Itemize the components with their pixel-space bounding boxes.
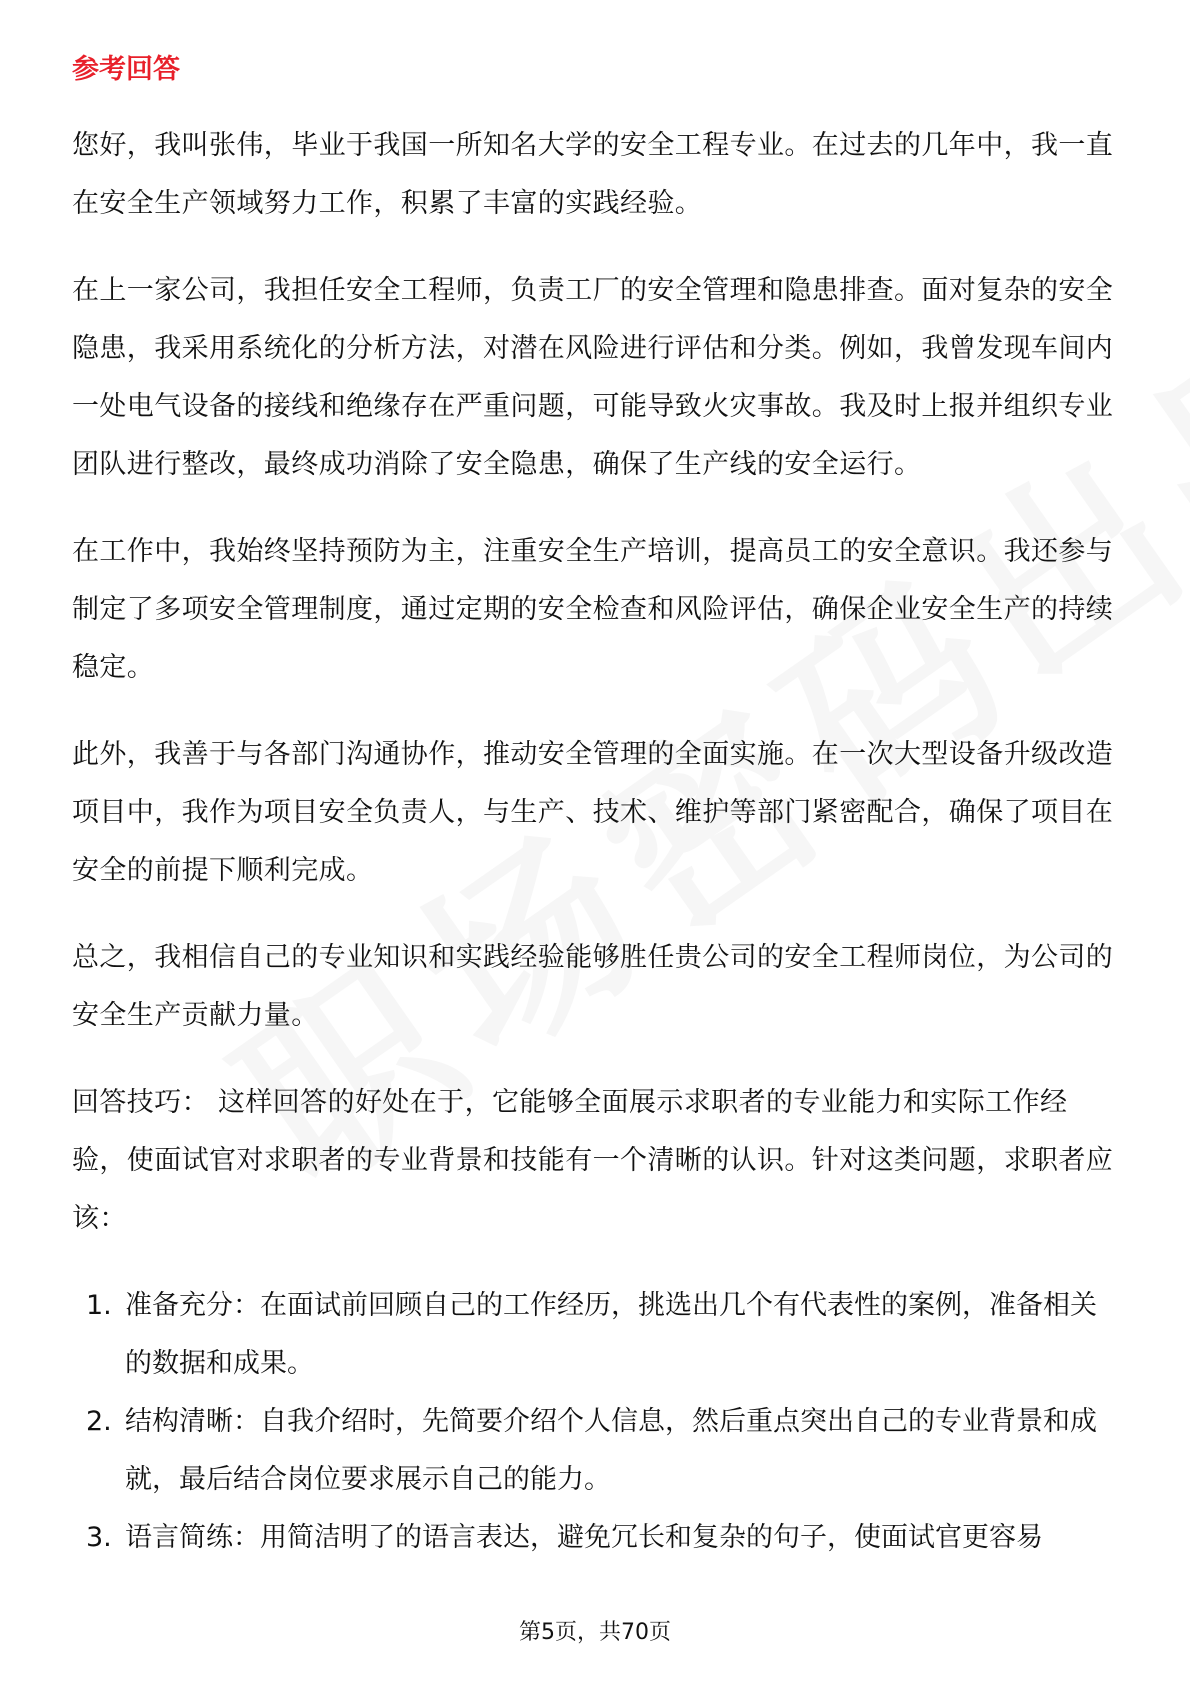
list-item-text: 结构清晰：自我介绍时，先简要介绍个人信息，然后重点突出自己的专业背景和成就，最后结合岗位要求展示自己的能力。 — [125, 1406, 1097, 1495]
paragraph-intro: 您好，我叫张伟，毕业于我国一所知名大学的安全工程专业。在过去的几年中，我一直在安全生产领域努力工作，积累了丰富的实践经验。 — [72, 130, 1114, 219]
list-item-number: 2. — [86, 1406, 112, 1437]
list-item-text: 准备充分：在面试前回顾自己的工作经历，挑选出几个有代表性的案例，准备相关的数据和成果。 — [125, 1290, 1097, 1379]
list-item — [72, 1393, 1122, 1509]
answer-body — [72, 117, 1122, 1567]
list-item — [72, 1277, 1122, 1393]
paragraph-collaboration: 此外，我善于与各部门沟通协作，推动安全管理的全面实施。在一次大型设备升级改造项目中，我作为项目安全负责人，与生产、技术、维护等部门紧密配合，确保了项目在安全的前提下顺利完成。 — [72, 739, 1114, 886]
list-item-text: 语言简练：用简洁明了的语言表达，避免冗长和复杂的句子，使面试官更容易 — [125, 1522, 1043, 1553]
paragraph-previous-job: 在上一家公司，我担任安全工程师，负责工厂的安全管理和隐患排查。面对复杂的安全隐患，我采用系统化的分析方法，对潜在风险进行评估和分类。例如，我曾发现车间内一处电气设备的接线和绝缘存在严重问题，可能导致火灾事故。我及时上报并组织专业团队进行整改，最终成功消除了安全隐患，确保了生产线的安全运行。 — [72, 275, 1114, 480]
list-item-number: 3. — [86, 1522, 112, 1553]
paragraph-answer-tips: 回答技巧： 这样回答的好处在于，它能够全面展示求职者的专业能力和实际工作经验，使面试官对求职者的专业背景和技能有一个清晰的认识。针对这类问题，求职者应该： — [72, 1087, 1114, 1234]
paragraph-work-approach: 在工作中，我始终坚持预防为主，注重安全生产培训，提高员工的安全意识。我还参与制定了多项安全管理制度，通过定期的安全检查和风险评估，确保企业安全生产的持续稳定。 — [72, 536, 1114, 683]
section-heading: 参考回答 — [72, 54, 180, 85]
page-number: 第5页，共70页 — [519, 1620, 671, 1645]
tips-list — [72, 1277, 1122, 1567]
list-item-number: 1. — [86, 1290, 112, 1321]
paragraph-summary: 总之，我相信自己的专业知识和实践经验能够胜任贵公司的安全工程师岗位，为公司的安全生产贡献力量。 — [72, 942, 1114, 1031]
list-item — [72, 1509, 1122, 1567]
